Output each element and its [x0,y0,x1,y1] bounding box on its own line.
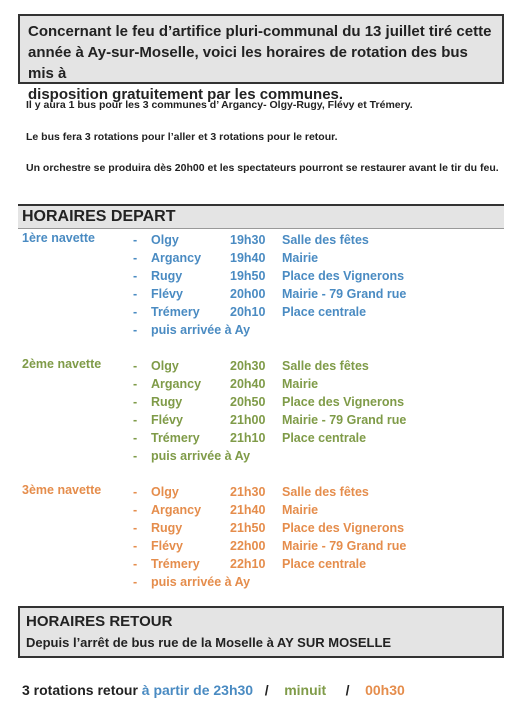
time: 21h50 [230,521,266,535]
time: 22h00 [230,539,266,553]
town: Flévy [151,539,183,553]
town: Rugy [151,395,183,409]
place: Salle des fêtes [282,359,369,373]
rotation-1 [0,231,523,349]
place: Place des Vignerons [282,521,405,535]
arrival-text: puis arrivée à Ay [151,575,251,589]
place: Salle des fêtes [282,485,369,499]
info-paragraph-bus: Il y aura 1 bus pour les 3 communes d’ Argancy- Olgy-Rugy, Flévy et Trémery. [26,99,413,111]
town: Trémery [151,305,200,319]
rotation-label: 1ère navette [22,231,95,245]
dash: - [133,395,138,409]
time: 22h10 [230,557,266,571]
place: Mairie - 79 Grand rue [282,413,407,427]
time: 20h00 [230,287,266,301]
town: Olgy [151,233,179,247]
town: Flévy [151,287,183,301]
retour-title: HORAIRES RETOUR [26,613,173,630]
dash: - [133,449,138,463]
dash: - [133,557,138,571]
place: Place centrale [282,557,367,571]
place: Place des Vignerons [282,269,405,283]
place: Place centrale [282,431,367,445]
rotation-label: 2ème navette [22,357,102,371]
place: Mairie [282,251,319,265]
arrival-text: puis arrivée à Ay [151,323,251,337]
retour-lead: 3 rotations retour [22,682,138,698]
time: 20h30 [230,359,266,373]
info-paragraph-rotations: Le bus fera 3 rotations pour l’aller et 3 rotations pour le retour. [26,131,338,143]
dash: - [133,503,138,517]
place: Salle des fêtes [282,233,369,247]
retour-subtitle: Depuis l’arrêt de bus rue de la Moselle à AY SUR MOSELLE [26,635,392,650]
town: Rugy [151,521,183,535]
retour-time-1: à partir de 23h30 [141,682,254,698]
intro-line-2: année à Ay-sur-Moselle, voici les horaires de rotation des bus mis à [28,44,468,82]
rotation-label: 3ème navette [22,483,102,497]
time: 21h40 [230,503,266,517]
depart-header: HORAIRES DEPART [18,204,504,229]
dash: - [133,521,138,535]
dash: - [133,269,138,283]
place: Mairie - 79 Grand rue [282,287,407,301]
retour-separator: / [345,682,350,698]
dash: - [133,539,138,553]
town: Olgy [151,359,179,373]
place: Mairie - 79 Grand rue [282,539,407,553]
town: Flévy [151,413,183,427]
dash: - [133,305,138,319]
retour-separator: / [264,682,269,698]
town: Argancy [151,251,202,265]
retour-time-2: minuit [284,682,327,698]
town: Argancy [151,377,202,391]
retour-box [18,606,504,658]
rotation-2 [0,357,523,475]
intro-box [18,14,504,103]
dash: - [133,233,138,247]
time: 19h30 [230,233,266,247]
place: Mairie [282,503,319,517]
dash: - [133,359,138,373]
time: 19h50 [230,269,266,283]
time: 21h10 [230,431,266,445]
dash: - [133,575,138,589]
dash: - [133,377,138,391]
retour-time-3: 00h30 [365,682,405,698]
place: Place des Vignerons [282,395,405,409]
time: 21h30 [230,485,266,499]
town: Trémery [151,557,200,571]
town: Trémery [151,431,200,445]
dash: - [133,431,138,445]
info-paragraph-orchestra: Un orchestre se produira dès 20h00 et les spectateurs pourront se restaurer avant le tir du feu. [26,162,499,174]
time: 19h40 [230,251,266,265]
time: 20h50 [230,395,266,409]
town: Rugy [151,269,183,283]
dash: - [133,485,138,499]
town: Argancy [151,503,202,517]
place: Mairie [282,377,319,391]
dash: - [133,323,138,337]
retour-schedule-line [22,682,405,698]
time: 21h00 [230,413,266,427]
place: Place centrale [282,305,367,319]
dash: - [133,287,138,301]
rotation-3 [0,483,523,601]
time: 20h40 [230,377,266,391]
intro-line-3: disposition gratuitement par les communes. [28,86,344,103]
arrival-text: puis arrivée à Ay [151,449,251,463]
dash: - [133,251,138,265]
town: Olgy [151,485,179,499]
intro-line-1: Concernant le feu d’artifice pluri-communal du 13 juillet tiré cette [28,23,492,40]
time: 20h10 [230,305,266,319]
dash: - [133,413,138,427]
